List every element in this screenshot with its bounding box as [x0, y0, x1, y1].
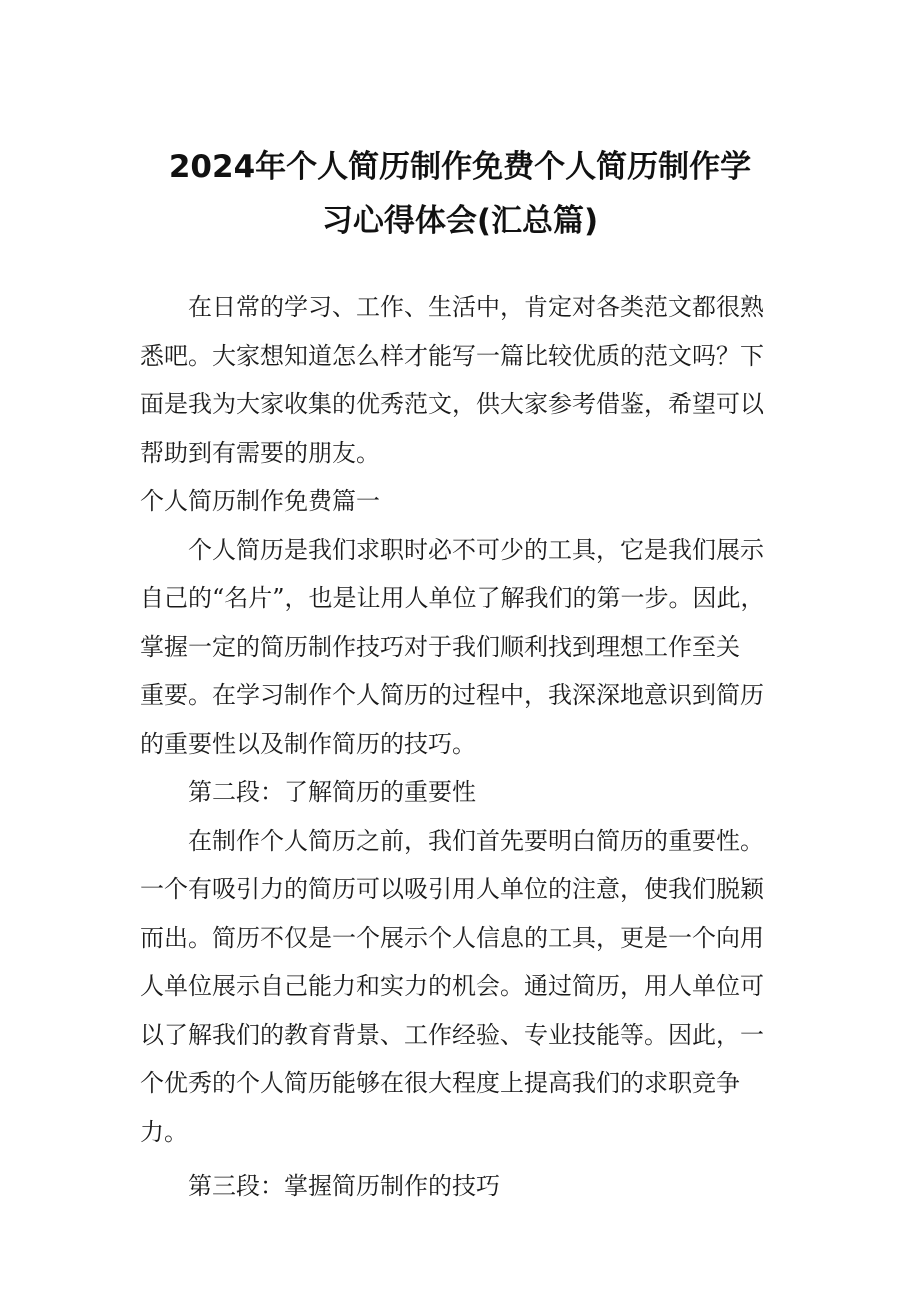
paragraph-3-line-5: 以了解我们的教育背景、工作经验、专业技能等。因此，一 — [140, 1020, 764, 1049]
section-heading-1: 个人简历制作免费篇一 — [140, 487, 380, 515]
paragraph-3-line-1: 在制作个人简历之前，我们首先要明白简历的重要性。 — [188, 826, 764, 855]
paragraph-2-line-2: 自己的“名片”，也是让用人单位了解我们的第一步。因此， — [140, 584, 765, 612]
paragraph-1-line-2: 悉吧。大家想知道怎么样才能写一篇比较优质的范文吗？下 — [140, 341, 764, 370]
section-heading-2: 第二段：了解简历的重要性 — [188, 778, 476, 806]
paragraph-2-line-1: 个人简历是我们求职时必不可少的工具，它是我们展示 — [188, 535, 764, 564]
document-title-line-2: 习心得体会(汇总篇) — [321, 203, 599, 239]
paragraph-3-line-3: 而出。简历不仅是一个展示个人信息的工具，更是一个向用 — [140, 923, 764, 952]
paragraph-3-line-4: 人单位展示自己能力和实力的机会。通过简历，用人单位可 — [140, 972, 764, 1000]
paragraph-3-line-6: 个优秀的个人简历能够在很大程度上提高我们的求职竞争 — [140, 1069, 740, 1097]
paragraph-2-line-4: 重要。在学习制作个人简历的过程中，我深深地意识到简历 — [140, 681, 764, 709]
document-title-line-1: 2024年个人简历制作免费个人简历制作学 — [168, 149, 752, 185]
section-heading-3: 第三段：掌握简历制作的技巧 — [188, 1172, 500, 1200]
paragraph-3-line-7: 力。 — [140, 1117, 188, 1146]
document-body — [140, 283, 784, 1211]
paragraph-1-line-1: 在日常的学习、工作、生活中，肯定对各类范文都很熟 — [188, 293, 764, 321]
paragraph-3-line-2: 一个有吸引力的简历可以吸引用人单位的注意，使我们脱颖 — [140, 875, 764, 903]
paragraph-2-line-5: 的重要性以及制作简历的技巧。 — [140, 729, 476, 758]
paragraph-1-line-3: 面是我为大家收集的优秀范文，供大家参考借鉴，希望可以 — [140, 390, 764, 418]
paragraph-2-line-3: 掌握一定的简历制作技巧对于我们顺利找到理想工作至关 — [140, 632, 740, 661]
paragraph-1-line-4: 帮助到有需要的朋友。 — [140, 438, 380, 467]
